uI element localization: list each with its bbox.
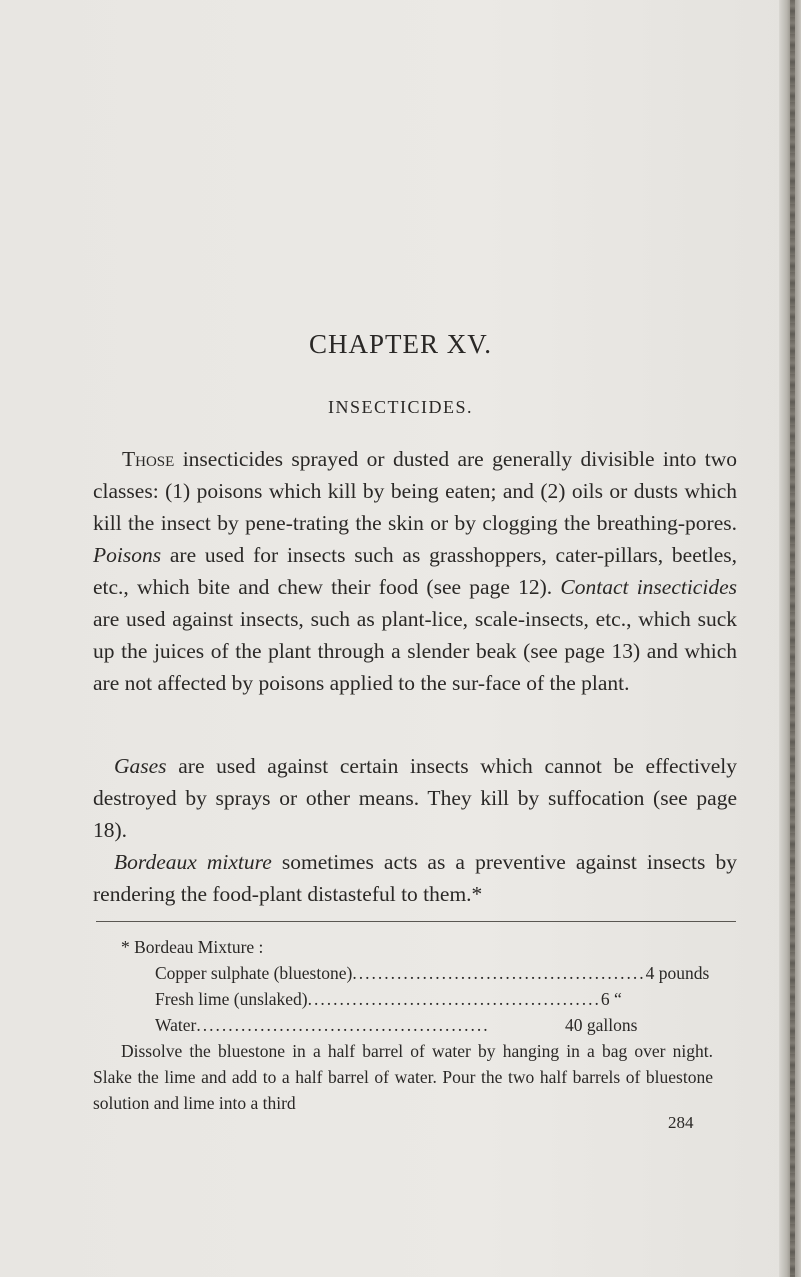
ingredient-quantity: 6 “ xyxy=(600,989,622,1009)
ingredient-name: Fresh lime (unslaked) xyxy=(155,989,308,1009)
ingredient-row xyxy=(155,960,715,986)
ingredient-quantity: 4 pounds xyxy=(645,963,710,983)
paragraph-text: insecticides sprayed or dusted are generally divisible into two classes: (1) poisons which kill by being eaten; and (2) oils or dusts which kill the insect by pene-trating the skin or by clogging the breathing-pores. xyxy=(93,447,737,535)
chapter-heading: CHAPTER XV. xyxy=(308,329,493,359)
term-poisons: Poisons xyxy=(93,543,162,567)
footnote-instructions: Dissolve the bluestone in a half barrel of water by hanging in a bag over night. Slake the lime and add to a half barrel of water. Pour the two half barrels of bluestone solution and lime into a third xyxy=(93,1041,713,1113)
term-bordeaux-mixture: Bordeaux mixture xyxy=(114,850,272,874)
leader-dots: .............................................. xyxy=(352,963,646,983)
ingredient-name: Copper sulphate (bluestone) xyxy=(155,963,353,983)
ingredient-quantity: 40 gallons xyxy=(565,1015,638,1035)
term-contact-insecticides: Contact insecticides xyxy=(560,575,737,599)
paragraph-text: are used for insects such as grasshoppers, cater-pillars, beetles, etc., which bite and chew their food (see page 12). xyxy=(93,543,737,599)
paragraph-text: sometimes acts as a preventive against insects by rendering the food-plant distasteful to them.* xyxy=(93,850,737,906)
paragraph-text: are used against certain insects which cannot be effectively destroyed by sprays or other means. They kill by suffocation (see page 18). xyxy=(93,754,737,842)
ingredient-name: Water xyxy=(155,1015,197,1035)
term-gases: Gases xyxy=(114,754,167,778)
leader-dots: .............................................. xyxy=(196,1015,490,1035)
paragraph-gases xyxy=(93,750,737,846)
footnote-divider xyxy=(96,921,736,922)
paragraph-text: are used against insects, such as plant-lice, scale-insects, etc., which suck up the juices of the plant through a slender beak (see page 13) and which are not affected by poisons applied to the sur-face of the plant. xyxy=(93,607,737,695)
footnote-title: * Bordeau Mixture : xyxy=(121,937,264,957)
page-edge-binding xyxy=(790,0,795,1277)
lead-word: Those xyxy=(122,447,175,471)
section-heading: INSECTICIDES. xyxy=(328,397,473,417)
ingredient-row xyxy=(155,986,715,1012)
paragraph-bordeaux xyxy=(93,846,737,910)
leader-dots: .............................................. xyxy=(307,989,601,1009)
paragraph-intro xyxy=(93,443,737,699)
page-number: 284 xyxy=(668,1113,694,1132)
ingredient-row xyxy=(155,1012,715,1038)
